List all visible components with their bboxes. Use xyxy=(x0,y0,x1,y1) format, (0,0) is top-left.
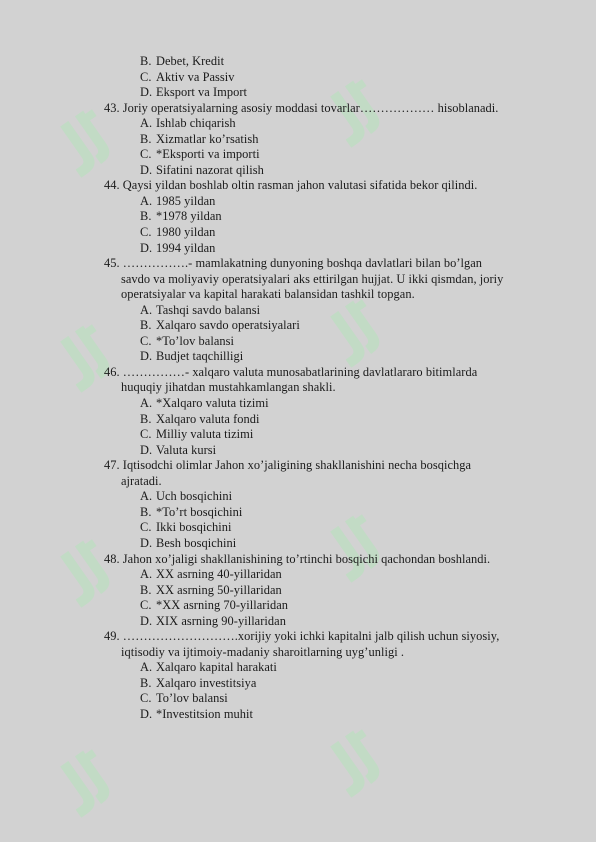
option-letter: D. xyxy=(140,613,153,628)
option-letter: C. xyxy=(140,225,152,240)
option-text: 1980 yildan xyxy=(156,225,216,240)
option-text: XX asrning 50-yillaridan xyxy=(156,582,282,597)
option-letter: C. xyxy=(140,520,152,535)
answer-option xyxy=(0,443,596,459)
answer-option xyxy=(0,691,596,707)
answer-option xyxy=(0,54,596,70)
option-letter: A. xyxy=(140,302,153,317)
option-letter: B. xyxy=(140,131,152,146)
option-letter: A. xyxy=(140,489,153,504)
answer-option xyxy=(0,194,596,210)
answer-option xyxy=(0,505,596,521)
option-letter: B. xyxy=(140,318,152,333)
option-text: *To’rt bosqichini xyxy=(156,504,243,519)
option-text: *XX asrning 70-yillaridan xyxy=(156,598,289,613)
answer-option xyxy=(0,583,596,599)
option-letter: B. xyxy=(140,209,152,224)
question-text: 49. ……………………….xorijiy yoki ichki kapitalni jalb qilish uchun siyosiy, xyxy=(104,629,500,644)
option-letter: D. xyxy=(140,349,153,364)
option-text: Xalqaro valuta fondi xyxy=(156,411,260,426)
option-text: *Investitsion muhit xyxy=(156,706,253,721)
option-text: 1994 yildan xyxy=(156,240,216,255)
option-text: Budjet taqchilligi xyxy=(156,349,244,364)
option-letter: A. xyxy=(140,193,153,208)
answer-option xyxy=(0,707,596,723)
answer-option xyxy=(0,147,596,163)
answer-option xyxy=(0,489,596,505)
question-continuation: iqtisodiy va ijtimoiy-madaniy sharoitlarning uyg’unligi . xyxy=(121,644,404,659)
option-text: Uch bosqichini xyxy=(156,489,233,504)
question-text: 45. …………….- mamlakatning dunyoning boshqa davlatlari bilan bo’lgan xyxy=(104,256,483,271)
question-continuation: huquqiy jihatdan mustahkamlangan shakli. xyxy=(121,380,336,395)
answer-option xyxy=(0,241,596,257)
option-text: Xalqaro investitsiya xyxy=(156,675,257,690)
question-text: 47. Iqtisodchi olimlar Jahon xo’jaligining shakllanishini necha bosqichga xyxy=(104,458,472,473)
option-text: XX asrning 40-yillaridan xyxy=(156,567,282,582)
answer-option xyxy=(0,116,596,132)
option-letter: C. xyxy=(140,69,152,84)
option-text: Tashqi savdo balansi xyxy=(156,302,261,317)
option-letter: D. xyxy=(140,706,153,721)
answer-option xyxy=(0,660,596,676)
answer-option xyxy=(0,412,596,428)
option-text: Xizmatlar ko’rsatish xyxy=(156,131,259,146)
option-letter: C. xyxy=(140,147,152,162)
answer-option xyxy=(0,225,596,241)
option-text: *Eksporti va importi xyxy=(156,147,260,162)
answer-option xyxy=(0,70,596,86)
answer-option xyxy=(0,318,596,334)
answer-option xyxy=(0,614,596,630)
option-letter: C. xyxy=(140,598,152,613)
answer-option xyxy=(0,536,596,552)
soff-watermark-logo xyxy=(325,720,525,810)
option-letter: D. xyxy=(140,162,153,177)
option-text: XIX asrning 90-yillaridan xyxy=(156,613,286,628)
question-continuation: operatsiyalar va kapital harakati balansidan tashkil topgan. xyxy=(121,287,415,302)
answer-option xyxy=(0,349,596,365)
answer-option xyxy=(0,85,596,101)
option-letter: A. xyxy=(140,116,153,131)
question-continuation: savdo va moliyaviy operatsiyalari aks ettirilgan hujjat. U ikki qismdan, joriy xyxy=(121,271,504,286)
option-text: 1985 yildan xyxy=(156,193,216,208)
answer-option xyxy=(0,303,596,319)
option-letter: C. xyxy=(140,691,152,706)
option-text: Ishlab chiqarish xyxy=(156,116,236,131)
option-text: *To’lov balansi xyxy=(156,333,234,348)
option-letter: D. xyxy=(140,442,153,457)
option-text: Debet, Kredit xyxy=(156,54,225,68)
option-letter: B. xyxy=(140,504,152,519)
option-letter: B. xyxy=(140,411,152,426)
answer-option xyxy=(0,334,596,350)
option-letter: B. xyxy=(140,675,152,690)
question-text: 48. Jahon xo’jaligi shakllanishining to’rtinchi bosqichi qachondan boshlandi. xyxy=(104,551,491,566)
option-text: Aktiv va Passiv xyxy=(156,69,235,84)
option-text: Besh bosqichini xyxy=(156,535,237,550)
answer-option xyxy=(0,396,596,412)
option-text: *1978 yildan xyxy=(156,209,222,224)
option-text: Sifatini nazorat qilish xyxy=(156,162,264,177)
option-letter: C. xyxy=(140,427,152,442)
question-continuation: ajratadi. xyxy=(121,473,162,488)
option-letter: D. xyxy=(140,85,153,100)
answer-option xyxy=(0,676,596,692)
answer-option xyxy=(0,520,596,536)
question-list xyxy=(0,54,596,723)
option-letter: B. xyxy=(140,582,152,597)
option-text: Xalqaro savdo operatsiyalari xyxy=(156,318,300,333)
option-letter: D. xyxy=(140,535,153,550)
option-text: *Xalqaro valuta tizimi xyxy=(156,396,269,411)
soff-watermark-logo xyxy=(55,740,255,830)
option-text: To’lov balansi xyxy=(156,691,228,706)
option-text: Eksport va Import xyxy=(156,85,248,100)
answer-option xyxy=(0,132,596,148)
option-letter: D. xyxy=(140,240,153,255)
option-letter: A. xyxy=(140,567,153,582)
option-text: Valuta kursi xyxy=(156,442,217,457)
option-text: Xalqaro kapital harakati xyxy=(156,660,277,675)
answer-option xyxy=(0,598,596,614)
option-letter: A. xyxy=(140,660,153,675)
option-text: Milliy valuta tizimi xyxy=(156,427,254,442)
question-text: 44. Qaysi yildan boshlab oltin rasman jahon valutasi sifatida bekor qilindi. xyxy=(104,178,478,193)
option-letter: B. xyxy=(140,54,152,68)
answer-option xyxy=(0,163,596,179)
question-text: 46. ……………- xalqaro valuta munosabatlarining davlatlararo bitimlarda xyxy=(104,364,478,379)
answer-option xyxy=(0,427,596,443)
answer-option xyxy=(0,567,596,583)
option-letter: C. xyxy=(140,333,152,348)
question-text: 43. Joriy operatsiyalarning asosiy moddasi tovarlar……………… hisoblanadi. xyxy=(104,100,499,115)
option-text: Ikki bosqichini xyxy=(156,520,232,535)
answer-option xyxy=(0,209,596,225)
option-letter: A. xyxy=(140,396,153,411)
